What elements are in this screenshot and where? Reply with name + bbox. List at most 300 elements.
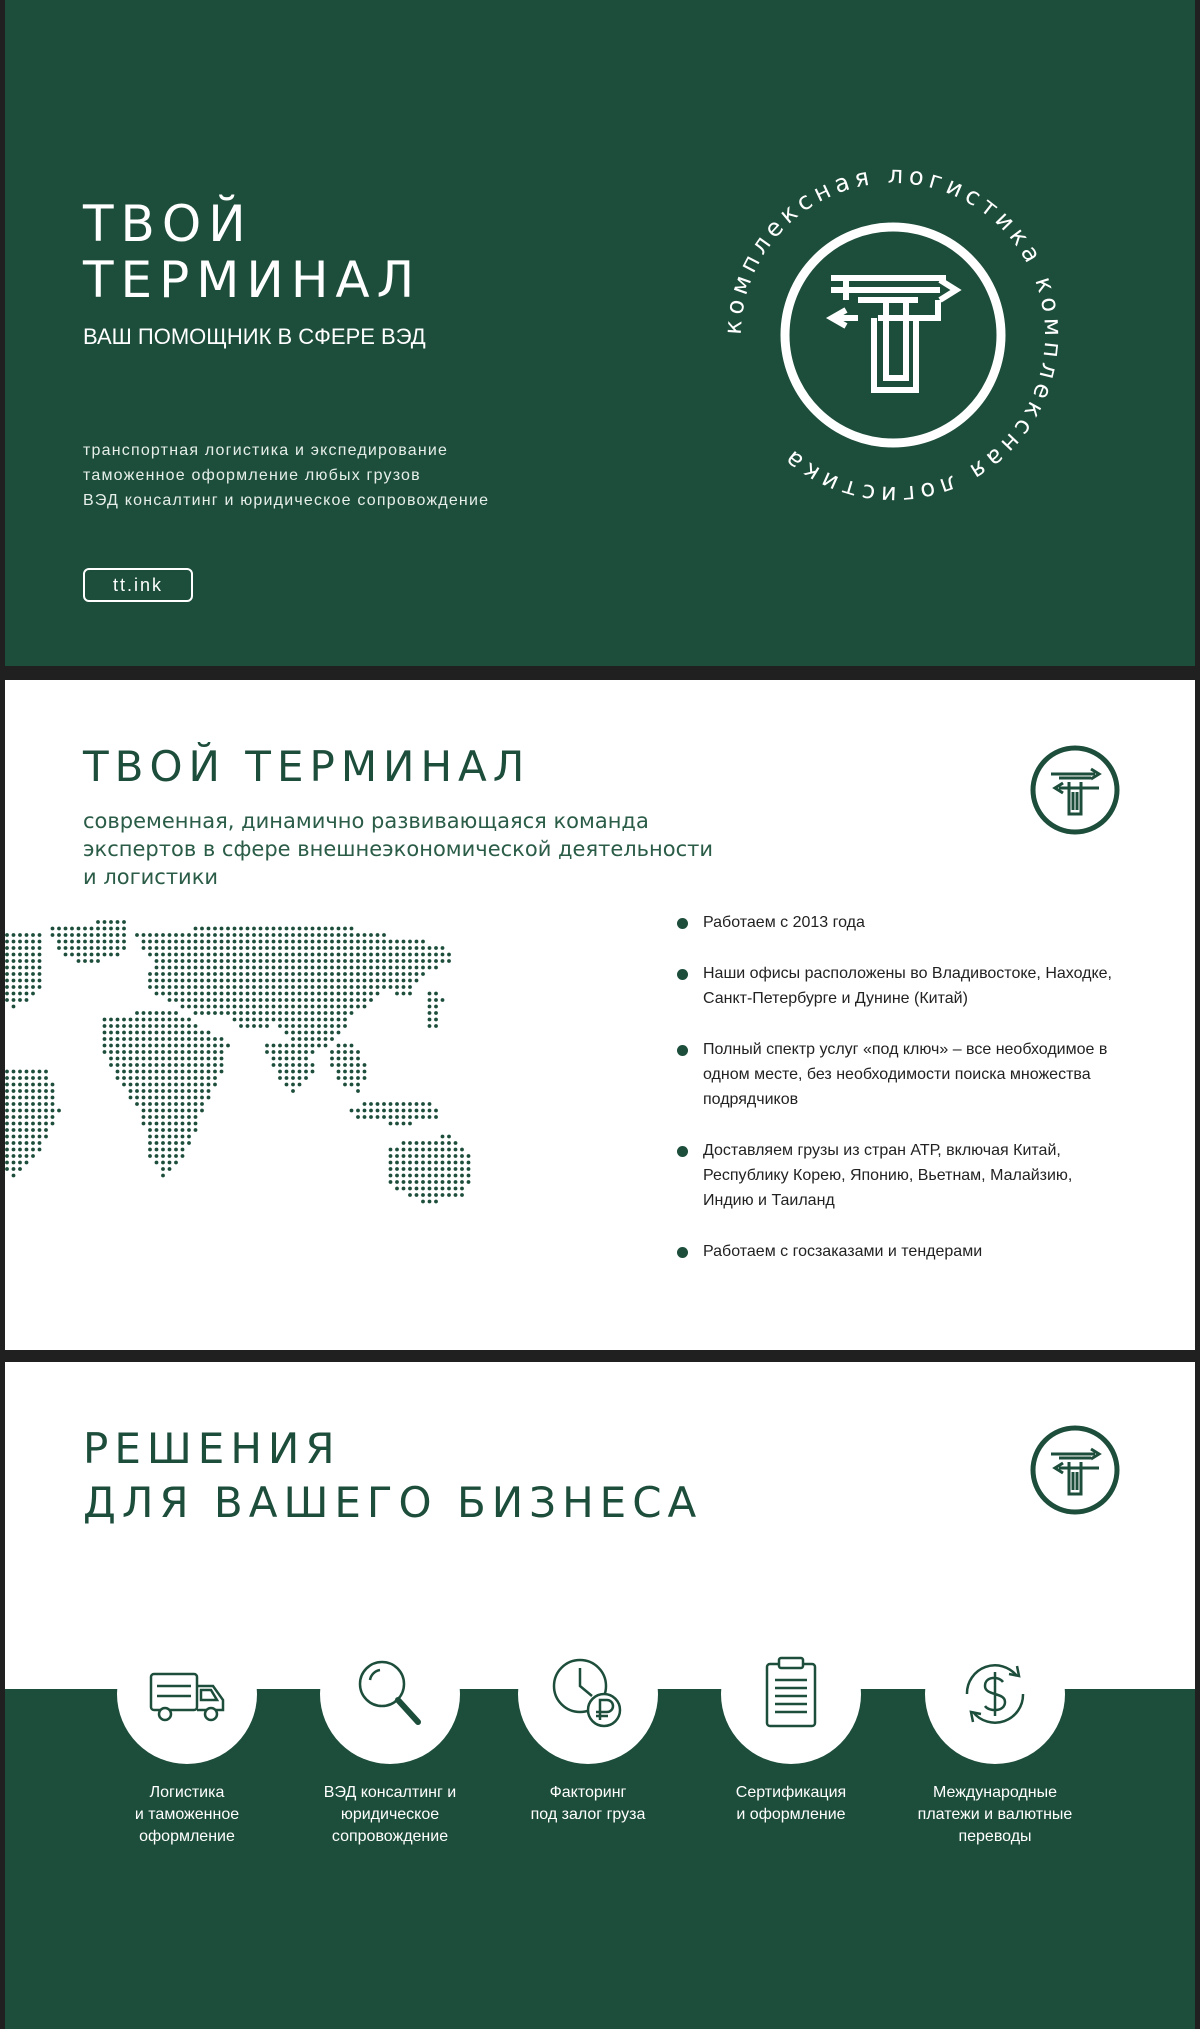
map-dot	[96, 953, 100, 957]
map-dot	[285, 1057, 289, 1061]
map-dot	[25, 953, 29, 957]
map-dot	[454, 1174, 458, 1178]
map-dot	[395, 1154, 399, 1158]
map-dot	[213, 1076, 217, 1080]
map-dot	[460, 1161, 464, 1165]
map-dot	[395, 1109, 399, 1113]
map-dot	[148, 946, 152, 950]
map-dot	[356, 1115, 360, 1119]
map-dot	[12, 959, 16, 963]
map-dot	[291, 1089, 295, 1093]
map-dot	[389, 959, 393, 963]
service-card-logistics[interactable]	[117, 1624, 257, 1845]
map-dot	[38, 953, 42, 957]
map-dot	[187, 1102, 191, 1106]
map-dot	[447, 1180, 451, 1184]
map-dot	[278, 1044, 282, 1048]
map-dot	[155, 979, 159, 983]
map-dot	[25, 959, 29, 963]
map-dot	[18, 1128, 22, 1132]
map-dot	[298, 966, 302, 970]
map-dot	[109, 1063, 113, 1067]
website-link[interactable]: tt.ink	[83, 568, 193, 602]
map-dot	[168, 1154, 172, 1158]
map-dot	[428, 946, 432, 950]
map-dot	[363, 933, 367, 937]
map-dot	[12, 940, 16, 944]
map-dot	[181, 1024, 185, 1028]
map-dot	[200, 979, 204, 983]
map-dot	[116, 920, 120, 924]
map-dot	[116, 933, 120, 937]
map-dot	[200, 1057, 204, 1061]
map-dot	[38, 959, 42, 963]
map-dot	[194, 998, 198, 1002]
map-dot	[168, 1141, 172, 1145]
map-dot	[155, 1031, 159, 1035]
map-dot	[421, 946, 425, 950]
map-dot	[304, 1024, 308, 1028]
map-dot	[259, 979, 263, 983]
map-dot	[415, 1161, 419, 1165]
map-dot	[90, 953, 94, 957]
map-dot	[343, 1024, 347, 1028]
map-dot	[304, 1076, 308, 1080]
map-dot	[103, 946, 107, 950]
map-dot	[441, 953, 445, 957]
map-dot	[129, 1089, 133, 1093]
map-dot	[363, 959, 367, 963]
map-dot	[246, 979, 250, 983]
map-dot	[161, 1057, 165, 1061]
map-dot	[18, 946, 22, 950]
map-dot	[239, 966, 243, 970]
map-dot	[181, 1102, 185, 1106]
map-dot	[213, 933, 217, 937]
map-dot	[12, 1102, 16, 1106]
map-dot	[402, 1180, 406, 1184]
map-dot	[382, 972, 386, 976]
map-dot	[5, 1076, 9, 1080]
map-dot	[38, 1122, 42, 1126]
map-dot	[194, 1037, 198, 1041]
map-dot	[161, 1141, 165, 1145]
map-dot	[285, 1063, 289, 1067]
map-dot	[337, 1011, 341, 1015]
map-dot	[265, 1044, 269, 1048]
map-dot	[252, 940, 256, 944]
map-dot	[356, 972, 360, 976]
map-dot	[194, 1083, 198, 1087]
map-dot	[343, 1011, 347, 1015]
tt-logo-icon	[1029, 744, 1121, 836]
map-dot	[135, 1044, 139, 1048]
map-dot	[31, 1096, 35, 1100]
map-dot	[337, 946, 341, 950]
map-dot	[369, 972, 373, 976]
map-dot	[25, 1070, 29, 1074]
map-dot	[467, 1180, 471, 1184]
map-dot	[441, 1154, 445, 1158]
map-dot	[330, 972, 334, 976]
map-dot	[226, 979, 230, 983]
map-dot	[25, 966, 29, 970]
map-dot	[148, 1070, 152, 1074]
map-dot	[441, 1167, 445, 1171]
map-dot	[454, 1193, 458, 1197]
map-dot	[122, 933, 126, 937]
map-dot	[31, 1122, 35, 1126]
map-dot	[278, 966, 282, 970]
map-dot	[408, 1167, 412, 1171]
map-dot	[291, 1050, 295, 1054]
map-dot	[428, 1193, 432, 1197]
map-dot	[122, 1070, 126, 1074]
map-dot	[350, 1070, 354, 1074]
map-dot	[200, 927, 204, 931]
map-dot	[272, 1018, 276, 1022]
map-dot	[148, 979, 152, 983]
map-dot	[441, 1141, 445, 1145]
cover-service-item: таможенное оформление любых грузов	[83, 467, 421, 484]
map-dot	[155, 1024, 159, 1028]
map-dot	[155, 1128, 159, 1132]
map-dot	[70, 940, 74, 944]
map-dot	[213, 1050, 217, 1054]
map-dot	[5, 946, 9, 950]
map-dot	[376, 985, 380, 989]
map-dot	[233, 985, 237, 989]
map-dot	[324, 1044, 328, 1048]
map-dot	[285, 1076, 289, 1080]
map-dot	[428, 1018, 432, 1022]
map-dot	[194, 1024, 198, 1028]
map-dot	[155, 1050, 159, 1054]
map-dot	[434, 1161, 438, 1165]
map-dot	[298, 1083, 302, 1087]
map-dot	[142, 946, 146, 950]
map-dot	[187, 1063, 191, 1067]
map-dot	[213, 992, 217, 996]
map-dot	[12, 1089, 16, 1093]
map-dot	[77, 927, 81, 931]
map-dot	[441, 1148, 445, 1152]
map-dot	[25, 1148, 29, 1152]
map-dot	[142, 1044, 146, 1048]
map-dot	[109, 1044, 113, 1048]
map-dot	[207, 1005, 211, 1009]
map-dot	[324, 1018, 328, 1022]
map-dot	[285, 927, 289, 931]
map-dot	[330, 1037, 334, 1041]
map-dot	[337, 972, 341, 976]
map-dot	[278, 985, 282, 989]
map-dot	[285, 966, 289, 970]
map-dot	[90, 959, 94, 963]
map-dot	[168, 933, 172, 937]
map-dot	[90, 927, 94, 931]
map-dot	[330, 992, 334, 996]
map-dot	[187, 940, 191, 944]
map-dot	[207, 959, 211, 963]
map-dot	[291, 959, 295, 963]
map-dot	[18, 959, 22, 963]
map-dot	[181, 1089, 185, 1093]
map-dot	[161, 946, 165, 950]
map-dot	[389, 1180, 393, 1184]
map-dot	[200, 959, 204, 963]
map-dot	[343, 1050, 347, 1054]
map-dot	[70, 927, 74, 931]
map-dot	[408, 966, 412, 970]
map-dot	[402, 992, 406, 996]
map-dot	[389, 1115, 393, 1119]
map-dot	[38, 1148, 42, 1152]
map-dot	[12, 1141, 16, 1145]
map-dot	[311, 1005, 315, 1009]
map-dot	[194, 1122, 198, 1126]
map-dot	[213, 953, 217, 957]
map-dot	[226, 953, 230, 957]
map-dot	[5, 959, 9, 963]
map-dot	[259, 985, 263, 989]
map-dot	[239, 998, 243, 1002]
map-dot	[434, 992, 438, 996]
map-dot	[415, 1141, 419, 1145]
map-dot	[350, 1057, 354, 1061]
map-dot	[18, 1102, 22, 1106]
map-dot	[441, 1180, 445, 1184]
map-dot	[148, 1050, 152, 1054]
map-dot	[434, 1018, 438, 1022]
map-dot	[389, 979, 393, 983]
map-dot	[220, 933, 224, 937]
service-icon-circle	[518, 1624, 658, 1764]
map-dot	[174, 1063, 178, 1067]
map-dot	[226, 998, 230, 1002]
map-dot	[25, 972, 29, 976]
map-dot	[311, 946, 315, 950]
map-dot	[148, 1115, 152, 1119]
map-dot	[187, 1128, 191, 1132]
map-dot	[109, 1018, 113, 1022]
emblem-ring-text: комплексная логистика комплексная логистика	[718, 160, 1068, 510]
map-dot	[220, 940, 224, 944]
map-dot	[18, 998, 22, 1002]
map-dot	[356, 940, 360, 944]
map-dot	[408, 1102, 412, 1106]
map-dot	[434, 1200, 438, 1204]
map-dot	[18, 1141, 22, 1145]
map-dot	[135, 1037, 139, 1041]
clipboard-icon	[741, 1644, 841, 1744]
map-dot	[402, 1161, 406, 1165]
map-dot	[233, 1011, 237, 1015]
map-dot	[337, 1070, 341, 1074]
map-dot	[213, 966, 217, 970]
map-dot	[233, 966, 237, 970]
map-dot	[142, 1115, 146, 1119]
map-dot	[395, 1102, 399, 1106]
map-dot	[259, 966, 263, 970]
map-dot	[116, 1024, 120, 1028]
map-dot	[220, 1057, 224, 1061]
map-dot	[421, 1174, 425, 1178]
map-dot	[181, 933, 185, 937]
map-dot	[356, 979, 360, 983]
map-dot	[304, 1050, 308, 1054]
service-card-factoring[interactable]	[518, 1624, 658, 1823]
map-dot	[168, 1148, 172, 1152]
map-dot	[187, 1135, 191, 1139]
map-dot	[161, 940, 165, 944]
map-dot	[70, 953, 74, 957]
map-dot	[408, 979, 412, 983]
map-dot	[148, 1089, 152, 1093]
map-dot	[291, 1011, 295, 1015]
map-dot	[18, 1070, 22, 1074]
map-dot	[317, 1011, 321, 1015]
map-dot	[376, 946, 380, 950]
map-dot	[291, 1005, 295, 1009]
cover-title	[83, 196, 421, 308]
map-dot	[415, 972, 419, 976]
map-dot	[168, 998, 172, 1002]
map-dot	[447, 1193, 451, 1197]
map-dot	[213, 940, 217, 944]
map-dot	[148, 953, 152, 957]
map-dot	[148, 1122, 152, 1126]
map-dot	[317, 959, 321, 963]
map-dot	[207, 972, 211, 976]
map-dot	[109, 953, 113, 957]
map-dot	[363, 979, 367, 983]
map-dot	[142, 933, 146, 937]
map-dot	[5, 1089, 9, 1093]
map-dot	[187, 1096, 191, 1100]
service-card-consulting[interactable]	[320, 1624, 460, 1845]
map-dot	[181, 1018, 185, 1022]
map-dot	[226, 972, 230, 976]
cover-title-line2: ТЕРМИНАЛ	[83, 251, 422, 309]
map-dot	[142, 1089, 146, 1093]
map-dot	[194, 979, 198, 983]
map-dot	[324, 979, 328, 983]
map-dot	[148, 1024, 152, 1028]
map-dot	[168, 1057, 172, 1061]
map-dot	[233, 933, 237, 937]
map-dot	[330, 1005, 334, 1009]
map-dot	[5, 1141, 9, 1145]
map-dot	[207, 998, 211, 1002]
map-dot	[285, 1044, 289, 1048]
map-dot	[181, 1109, 185, 1113]
map-dot	[259, 933, 263, 937]
map-dot	[18, 985, 22, 989]
map-dot	[155, 1076, 159, 1080]
map-dot	[337, 979, 341, 983]
map-dot	[148, 1135, 152, 1139]
map-dot	[285, 1024, 289, 1028]
map-dot	[356, 1083, 360, 1087]
map-dot	[194, 1115, 198, 1119]
map-dot	[311, 1063, 315, 1067]
map-dot	[259, 992, 263, 996]
map-dot	[363, 946, 367, 950]
map-dot	[402, 1102, 406, 1106]
map-dot	[109, 1057, 113, 1061]
map-dot	[311, 927, 315, 931]
map-dot	[363, 940, 367, 944]
map-dot	[181, 1122, 185, 1126]
map-dot	[265, 1024, 269, 1028]
map-dot	[148, 1044, 152, 1048]
map-dot	[174, 940, 178, 944]
map-dot	[44, 1128, 48, 1132]
map-dot	[12, 979, 16, 983]
service-card-certification[interactable]	[721, 1624, 861, 1823]
map-dot	[174, 1070, 178, 1074]
map-dot	[161, 1089, 165, 1093]
map-dot	[109, 946, 113, 950]
map-dot	[5, 1135, 9, 1139]
map-dot	[285, 1070, 289, 1074]
map-dot	[18, 1076, 22, 1080]
map-dot	[161, 985, 165, 989]
map-dot	[304, 1018, 308, 1022]
map-dot	[181, 1044, 185, 1048]
map-dot	[77, 946, 81, 950]
map-dot	[155, 953, 159, 957]
service-card-payments[interactable]	[917, 1624, 1073, 1845]
about-bullet: Работаем с 2013 года	[673, 910, 1113, 935]
map-dot	[12, 1128, 16, 1132]
map-dot	[239, 946, 243, 950]
map-dot	[168, 992, 172, 996]
map-dot	[155, 1096, 159, 1100]
map-dot	[38, 1115, 42, 1119]
map-dot	[421, 1200, 425, 1204]
map-dot	[298, 959, 302, 963]
map-dot	[207, 1057, 211, 1061]
map-dot	[5, 1102, 9, 1106]
map-dot	[57, 933, 61, 937]
map-dot	[304, 972, 308, 976]
map-dot	[161, 1148, 165, 1152]
map-dot	[382, 1109, 386, 1113]
map-dot	[116, 1070, 120, 1074]
map-dot	[142, 1057, 146, 1061]
map-dot	[96, 927, 100, 931]
map-dot	[174, 1050, 178, 1054]
map-dot	[389, 1122, 393, 1126]
map-dot	[389, 1174, 393, 1178]
map-dot	[233, 972, 237, 976]
map-dot	[246, 940, 250, 944]
map-dot	[324, 933, 328, 937]
map-dot	[155, 1102, 159, 1106]
map-dot	[31, 953, 35, 957]
map-dot	[129, 1044, 133, 1048]
map-dot	[350, 946, 354, 950]
map-dot	[181, 972, 185, 976]
map-dot	[187, 1109, 191, 1113]
map-dot	[408, 1115, 412, 1119]
map-dot	[428, 992, 432, 996]
map-dot	[181, 1031, 185, 1035]
map-dot	[220, 1044, 224, 1048]
map-dot	[207, 1031, 211, 1035]
